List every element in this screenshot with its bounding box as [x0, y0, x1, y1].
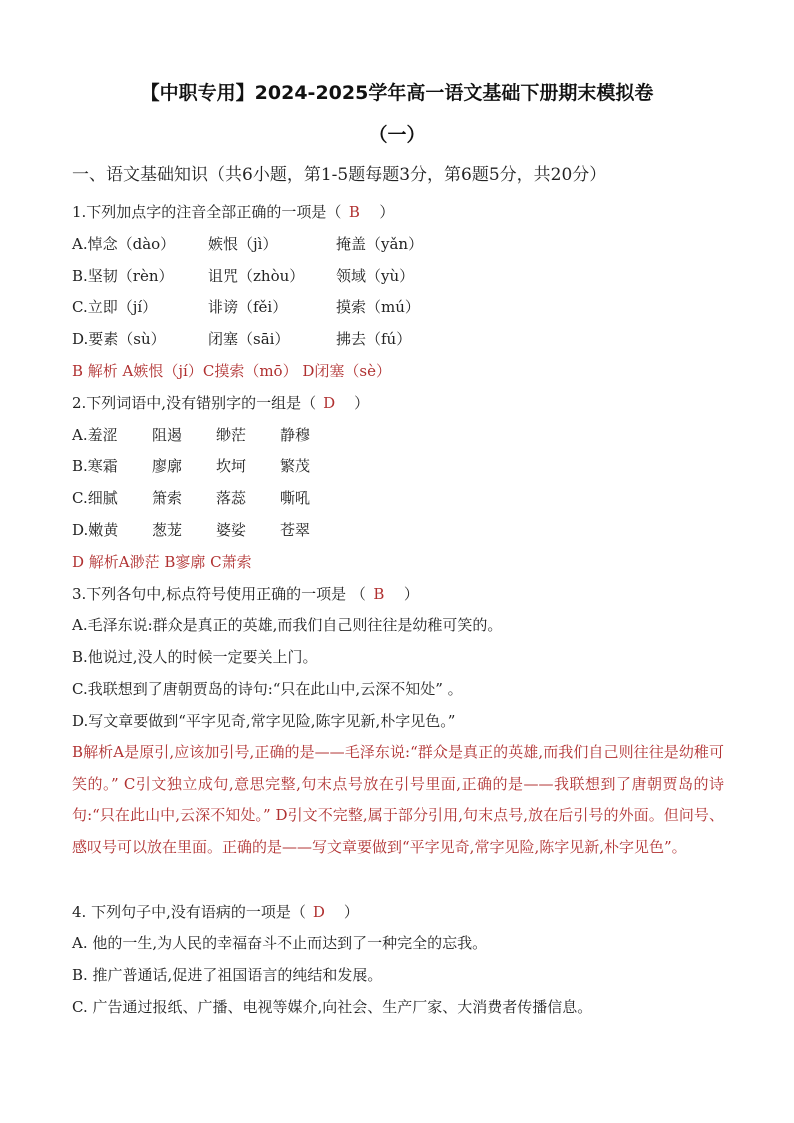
- question-1-answer: B: [348, 203, 360, 221]
- question-4-stem: 4. 下列句子中,没有语病的一项是（ D ）: [72, 903, 359, 921]
- question-4-answer: D: [312, 903, 325, 921]
- question-1-explanation: B 解析 A嫉恨（jí）C摸索（mō） D闭塞（sè）: [72, 362, 391, 380]
- section-heading: 一、语文基础知识（共6小题，第1-5题每题3分，第6题5分，共20分）: [72, 165, 607, 185]
- question-2-stem: 2.下列词语中,没有错别字的一组是（ D ）: [72, 394, 370, 412]
- question-2-explanation: D 解析A渺茫 B寥廓 C萧索: [72, 553, 252, 571]
- question-3-option-d: D.写文章要做到“平字见奇,常字见险,陈字见新,朴字见色。”: [72, 712, 456, 730]
- question-3-option-a: A.毛泽东说:群众是真正的英雄,而我们自己则往往是幼稚可笑的。: [72, 616, 503, 634]
- question-3-stem: 3.下列各句中,标点符号使用正确的一项是 （ B ）: [72, 585, 419, 603]
- exam-subtitle: （一）: [368, 124, 426, 146]
- question-1-stem: 1.下列加点字的注音全部正确的一项是（ B ）: [72, 203, 395, 221]
- question-4-option-b: B. 推广普通话,促进了祖国语言的纯结和发展。: [72, 966, 383, 984]
- question-3-answer: B: [373, 585, 385, 603]
- question-4-option-c: C. 广告通过报纸、广播、电视等媒介,向社会、生产厂家、大消费者传播信息。: [72, 998, 593, 1016]
- question-2-answer: D: [323, 394, 336, 412]
- question-4-option-a: A. 他的一生,为人民的幸福奋斗不止而达到了一种完全的忘我。: [72, 934, 488, 952]
- question-3-option-b: B.他说过,没人的时候一定要关上门。: [72, 648, 318, 666]
- exam-page: 【中职专用】2024-2025学年高一语文基础下册期末模拟卷 （一） 一、语文基础知识（共6小题，第1-5题每题3分，第6题5分，共20分） 1.下列加点字的注音全部正确的一项是（ B ） A.悼念（dào） 嫉恨（jì） 掩盖（yǎn） B.坚韧（rèn） 诅咒（zhòu） 领域（yù） C.立即（jí） 诽谤（fěi） 摸索（mú） D.要素（sù） 闭塞（sāi） 拂去（fú） B 解析 A嫉恨（jí）C摸索（mō） D闭塞（sè） 2.下列词语中,没有错别字的一组是（ D ） A.羞涩 阻遏 缈茫 静穆 B.寒霜 廖廓 坎坷 繁茂 C.细腻 箫索 落蕊 嘶吼 D.嫩黄 葱茏 婆娑 苍翠 D 解析A渺茫 B寥廓 C萧索 3.下列各句中,标点符号使用正确的一项是 （ B ） A.毛泽东说:群众是真正的英雄,而我们自己则往往是幼稚可笑的。 B.他说过,没人的时候一定要关上门。 C.我联想到了唐朝贾岛的诗句:“只在此山中,云深不知处” 。 D.写文章要做到“平字见奇,常字见险,陈字见新,朴字见色。” B解析A是原引,应该加引号,正确的是——毛泽东说:“群众是真正的英雄,而我们自己则往往是幼稚可笑的。” C引文独立成句,意思完整,句末点号放在引号里面,正确的是——我联想到了唐朝贾岛的诗句:“只在此山中,云深不知处。” D引文不完整,属于部分引用,句末点号,放在后引号的外面。但问号、感叹号可以放在里面。正确的是——写文章要做到“平字见奇,常字见险,陈字见新,朴字见色”。 4. 下列句子中,没有语病的一项是（ D ） A. 他的一生,为人民的幸福奋斗不止而达到了一种完全的忘我。 B. 推广普通话,促进了祖国语言的纯结和发展。 C. 广告通过报纸、广播、电视等媒介,向社会、生产厂家、大消费者传播信息。: [0, 0, 794, 1123]
- question-3-explanation: B解析A是原引,应该加引号,正确的是——毛泽东说:“群众是真正的英雄,而我们自己则往往是幼稚可笑的。” C引文独立成句,意思完整,句末点号放在引号里面,正确的是——我联想到了唐朝贾岛的诗句:“只在此山中,云深不知处。” D引文不完整,属于部分引用,句末点号,放在后引号的外面。但问号、感叹号可以放在里面。正确的是——写文章要做到“平字见奇,常字见险,陈字见新,朴字见色”。: [72, 743, 724, 856]
- question-3-option-c: C.我联想到了唐朝贾岛的诗句:“只在此山中,云深不知处” 。: [72, 680, 463, 698]
- exam-title: 【中职专用】2024-2025学年高一语文基础下册期末模拟卷: [140, 82, 654, 104]
